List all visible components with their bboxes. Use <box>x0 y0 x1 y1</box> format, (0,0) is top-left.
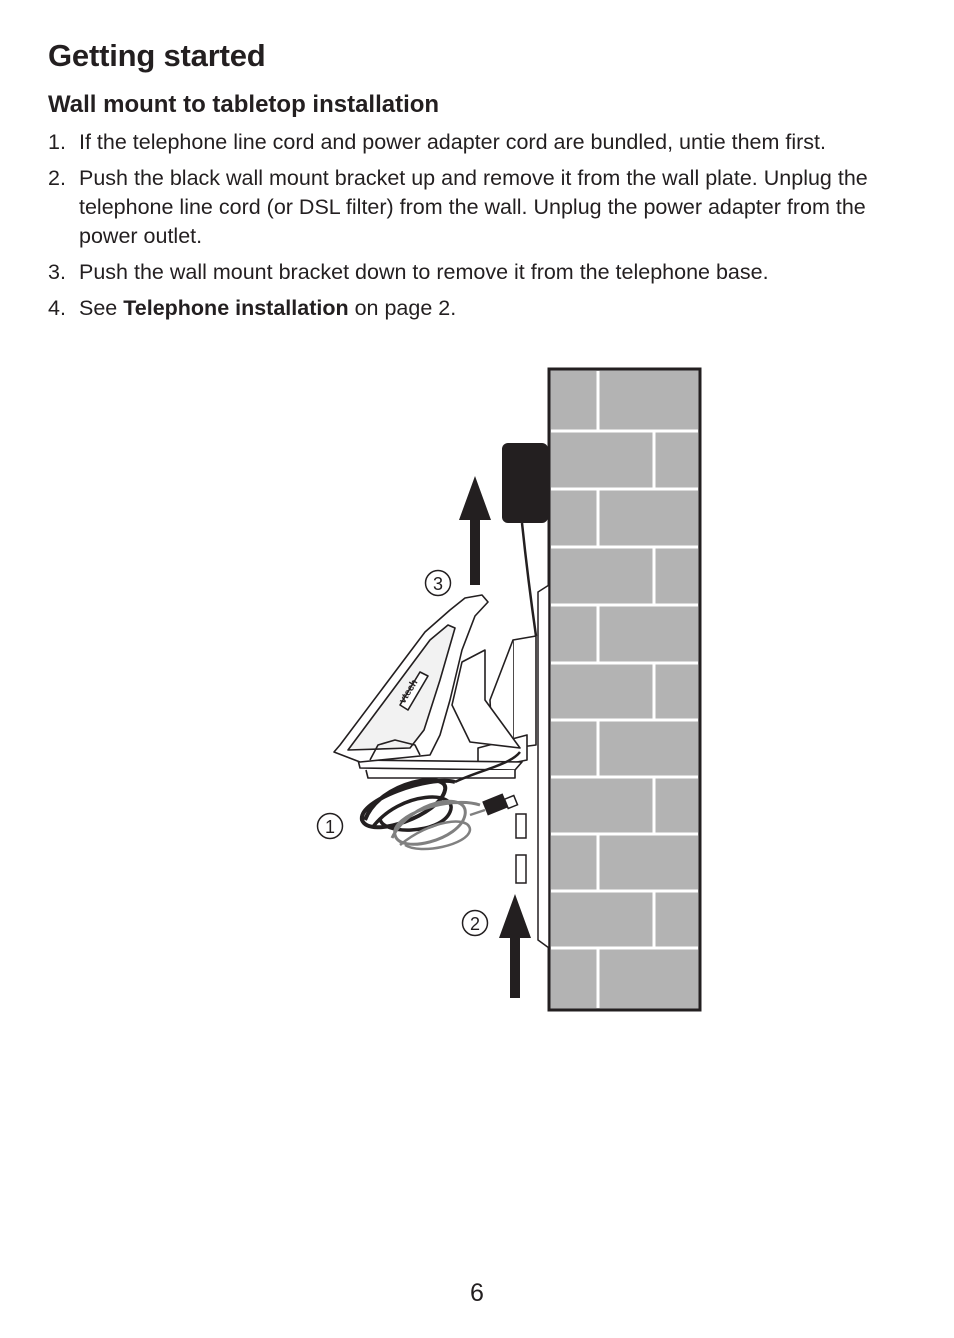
callout-number: 3 <box>432 574 444 594</box>
telephone-base <box>334 595 536 778</box>
wall-jack <box>516 814 526 838</box>
step-text-suffix: on page 2. <box>348 296 457 320</box>
step-number: 1. <box>48 130 66 154</box>
instruction-steps <box>48 128 928 330</box>
line-cord-plug <box>482 793 517 815</box>
step-item <box>48 258 928 287</box>
wall-plate-tab <box>516 855 526 883</box>
step-text-prefix: See <box>79 296 124 320</box>
brick-wall <box>549 369 700 1010</box>
page-number: 6 <box>470 1279 484 1307</box>
telephone-installation-reference: Telephone installation <box>123 296 349 320</box>
step-text: Push the black wall mount bracket up and remove it from the wall plate. Unplug the telephone line cord (or DSL filter) from the wall. Unplug the power adapter from the power outlet. <box>79 166 868 248</box>
callout-2 <box>463 911 488 936</box>
step-item <box>48 164 928 251</box>
wall-mount-illustration <box>300 360 710 1020</box>
wall-plate <box>538 585 549 948</box>
power-adapter <box>502 443 548 523</box>
step-number: 4. <box>48 296 66 320</box>
step-item <box>48 128 928 157</box>
arrow-up-icon <box>459 476 491 585</box>
step-number: 3. <box>48 260 66 284</box>
adapter-cord <box>522 523 536 636</box>
vtech-logo: vtech <box>397 677 421 706</box>
callout-3 <box>426 571 451 596</box>
arrow-up-icon <box>499 894 531 998</box>
step-item <box>48 294 928 323</box>
step-text: If the telephone line cord and power adapter cord are bundled, untie them first. <box>79 130 826 154</box>
callout-number: 1 <box>324 817 336 837</box>
step-text: Push the wall mount bracket down to remove it from the telephone base. <box>79 260 769 284</box>
section-title: Wall mount to tabletop installation <box>48 91 440 118</box>
page-title: Getting started <box>48 38 266 73</box>
callout-number: 2 <box>469 914 481 934</box>
callout-1 <box>318 814 343 839</box>
step-number: 2. <box>48 166 66 190</box>
